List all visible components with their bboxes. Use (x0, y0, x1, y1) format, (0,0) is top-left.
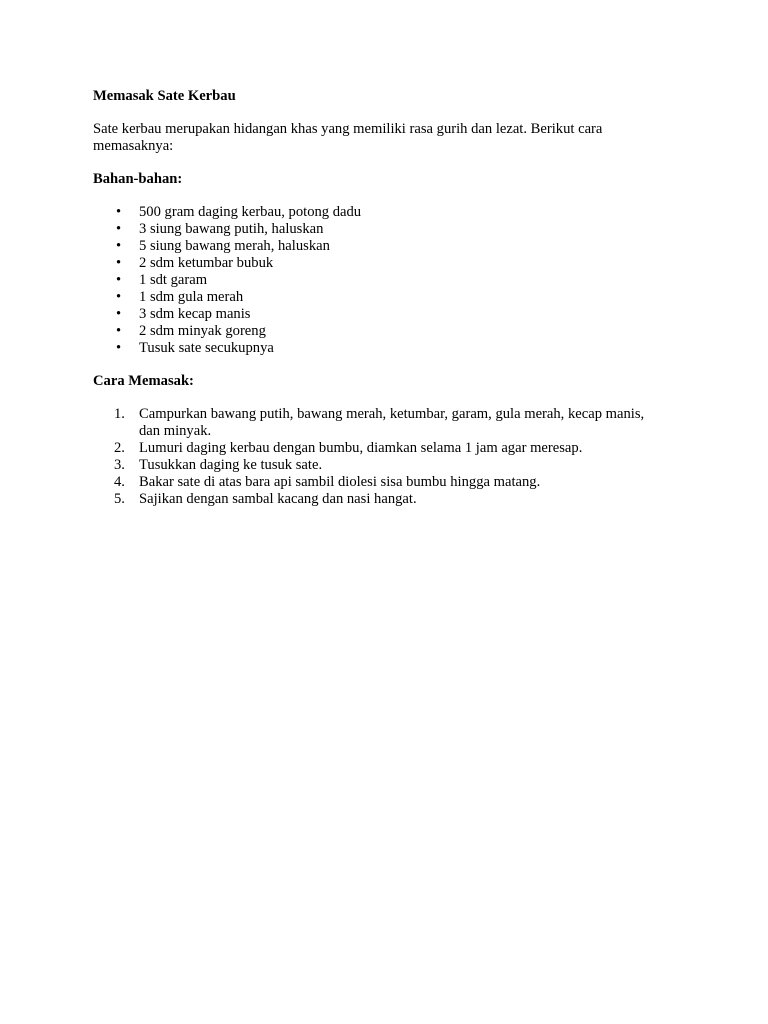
step-text: Lumuri daging kerbau dengan bumbu, diamkan selama 1 jam agar meresap. (139, 440, 583, 456)
bullet-icon: • (116, 289, 122, 305)
step-number: 4. (114, 474, 125, 490)
bullet-icon: • (116, 221, 122, 237)
step-number: 5. (114, 491, 125, 507)
ingredient-text: 1 sdm gula merah (139, 289, 244, 305)
bullet-icon: • (116, 340, 122, 356)
ingredient-text: 3 siung bawang putih, haluskan (139, 221, 324, 237)
ingredient-text: 500 gram daging kerbau, potong dadu (139, 204, 362, 220)
list-item (93, 340, 653, 357)
step-number: 2. (114, 440, 125, 456)
list-item (93, 457, 653, 474)
bullet-icon: • (116, 255, 122, 271)
bullet-icon: • (116, 306, 122, 322)
step-text: Sajikan dengan sambal kacang dan nasi hangat. (139, 491, 417, 507)
bullet-icon: • (116, 204, 122, 220)
list-item (93, 221, 653, 238)
step-text: Tusukkan daging ke tusuk sate. (139, 457, 323, 473)
intro-paragraph: Sate kerbau merupakan hidangan khas yang memiliki rasa gurih dan lezat. Berikut cara memasaknya: (93, 121, 603, 154)
list-item (93, 238, 653, 255)
list-item (93, 306, 653, 323)
ingredient-text: 2 sdm ketumbar bubuk (139, 255, 274, 271)
step-number: 1. (114, 406, 125, 422)
ingredient-text: 1 sdt garam (139, 272, 208, 288)
step-number: 3. (114, 457, 125, 473)
steps-list (93, 406, 653, 508)
list-item (93, 406, 653, 440)
document-page (93, 88, 653, 508)
list-item (93, 204, 653, 221)
list-item (93, 323, 653, 340)
bullet-icon: • (116, 323, 122, 339)
steps-heading: Cara Memasak: (93, 373, 194, 389)
list-item (93, 289, 653, 306)
list-item (93, 491, 653, 508)
ingredient-text: 3 sdm kecap manis (139, 306, 251, 322)
list-item (93, 272, 653, 289)
bullet-icon: • (116, 272, 122, 288)
step-text: Campurkan bawang putih, bawang merah, ketumbar, garam, gula merah, kecap manis, dan minyak. (139, 406, 645, 439)
ingredients-heading: Bahan-bahan: (93, 171, 183, 187)
list-item (93, 255, 653, 272)
ingredient-text: 5 siung bawang merah, haluskan (139, 238, 330, 254)
list-item (93, 440, 653, 457)
bullet-icon: • (116, 238, 122, 254)
ingredient-text: 2 sdm minyak goreng (139, 323, 266, 339)
ingredient-text: Tusuk sate secukupnya (139, 340, 274, 356)
ingredients-list (93, 204, 653, 357)
list-item (93, 474, 653, 491)
document-title: Memasak Sate Kerbau (93, 88, 236, 104)
step-text: Bakar sate di atas bara api sambil diolesi sisa bumbu hingga matang. (139, 474, 541, 490)
